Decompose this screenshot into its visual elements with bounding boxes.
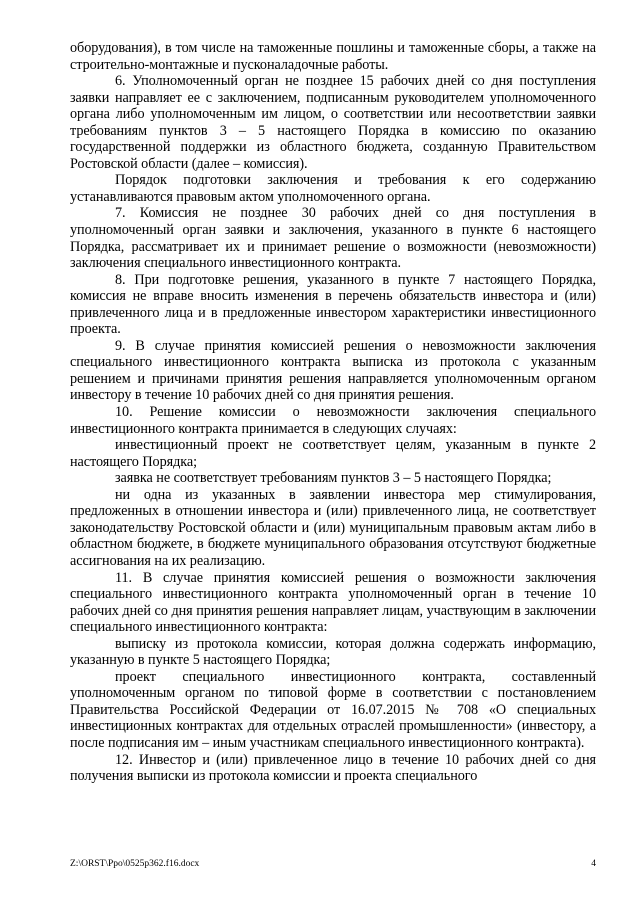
paragraph-10-case-3: ни одна из указанных в заявлении инвестора мер стимулирования, предложенных в отношении инвестора и (или) привлеченного лица, не соответствует законодательству Ростовской области и (или) муниципальным правовым актам либо в областном бюджете, в бюджете муниципального образования отсутствуют бюджетные ассигнования на их реализацию. <box>70 486 596 569</box>
paragraph-10-case-1: инвестиционный проект не соответствует целям, указанным в пункте 2 настоящего Порядка; <box>70 437 596 470</box>
page-footer <box>70 858 596 870</box>
paragraph-10: 10. Решение комиссии о невозможности заключения специального инвестиционного контракта принимается в следующих случаях: <box>70 404 596 437</box>
paragraph-continuation: оборудования), в том числе на таможенные пошлины и таможенные сборы, а также на строительно-монтажные и пусконаладочные работы. <box>70 40 596 73</box>
paragraph-6: 6. Уполномоченный орган не позднее 15 рабочих дней со дня поступления заявки направляет ее с заключением, подписанным руководителем уполномоченного органа либо уполномоченным им лицом, о соответствии или несоответствии заявки требованиям пунктов 3 – 5 настоящего Порядка в комиссию по оказанию государственной поддержки из областного бюджета, созданную Правительством Ростовской области (далее – комиссия). <box>70 73 596 172</box>
document-body <box>70 40 596 785</box>
page-number: 4 <box>591 859 596 869</box>
paragraph-7: 7. Комиссия не позднее 30 рабочих дней со дня поступления в уполномоченный орган заявки и заключения, указанного в пункте 6 настоящего Порядка, рассматривает их и принимает решение о возможности (невозможности) заключения специального инвестиционного контракта. <box>70 205 596 272</box>
footer-file-path: Z:\ORST\Ppo\0525p362.f16.docx <box>70 859 200 869</box>
paragraph-10-case-2: заявка не соответствует требованиям пунктов 3 – 5 настоящего Порядка; <box>115 470 552 487</box>
paragraph-11: 11. В случае принятия комиссией решения о возможности заключения специального инвестиционного контракта уполномоченный орган в течение 10 рабочих дней со дня принятия решения направляет лицам, участвующим в заключении специального инвестиционного контракта: <box>70 569 596 636</box>
paragraph-8: 8. При подготовке решения, указанного в пункте 7 настоящего Порядка, комиссия не вправе вносить изменения в перечень обязательств инвестора и (или) привлеченного лица и в предложенные инвестором характеристики инвестиционного проекта. <box>70 271 596 338</box>
paragraph-11-item-2: проект специального инвестиционного контракта, составленный уполномоченным органом по типовой форме в соответствии с постановлением Правительства Российской Федерации от 16.07.2015 № 708 «О специальных инвестиционных контрактах для отдельных отраслей промышленности» (инвестору, а после подписания им – иным участникам специального инвестиционного контракта). <box>70 668 596 751</box>
paragraph-12: 12. Инвестор и (или) привлеченное лицо в течение 10 рабочих дней со дня получения выписки из протокола комиссии и проекта специального <box>70 751 596 785</box>
paragraph-6-procedure: Порядок подготовки заключения и требования к его содержанию устанавливаются правовым актом уполномоченного органа. <box>70 172 596 205</box>
paragraph-11-item-1: выписку из протокола комиссии, которая должна содержать информацию, указанную в пункте 5 настоящего Порядка; <box>70 635 596 669</box>
paragraph-9: 9. В случае принятия комиссией решения о невозможности заключения специального инвестиционного контракта выписка из протокола с указанным решением и причинами принятия решения направляется уполномоченным органом инвестору в течение 10 рабочих дней со дня принятия решения. <box>70 337 596 404</box>
